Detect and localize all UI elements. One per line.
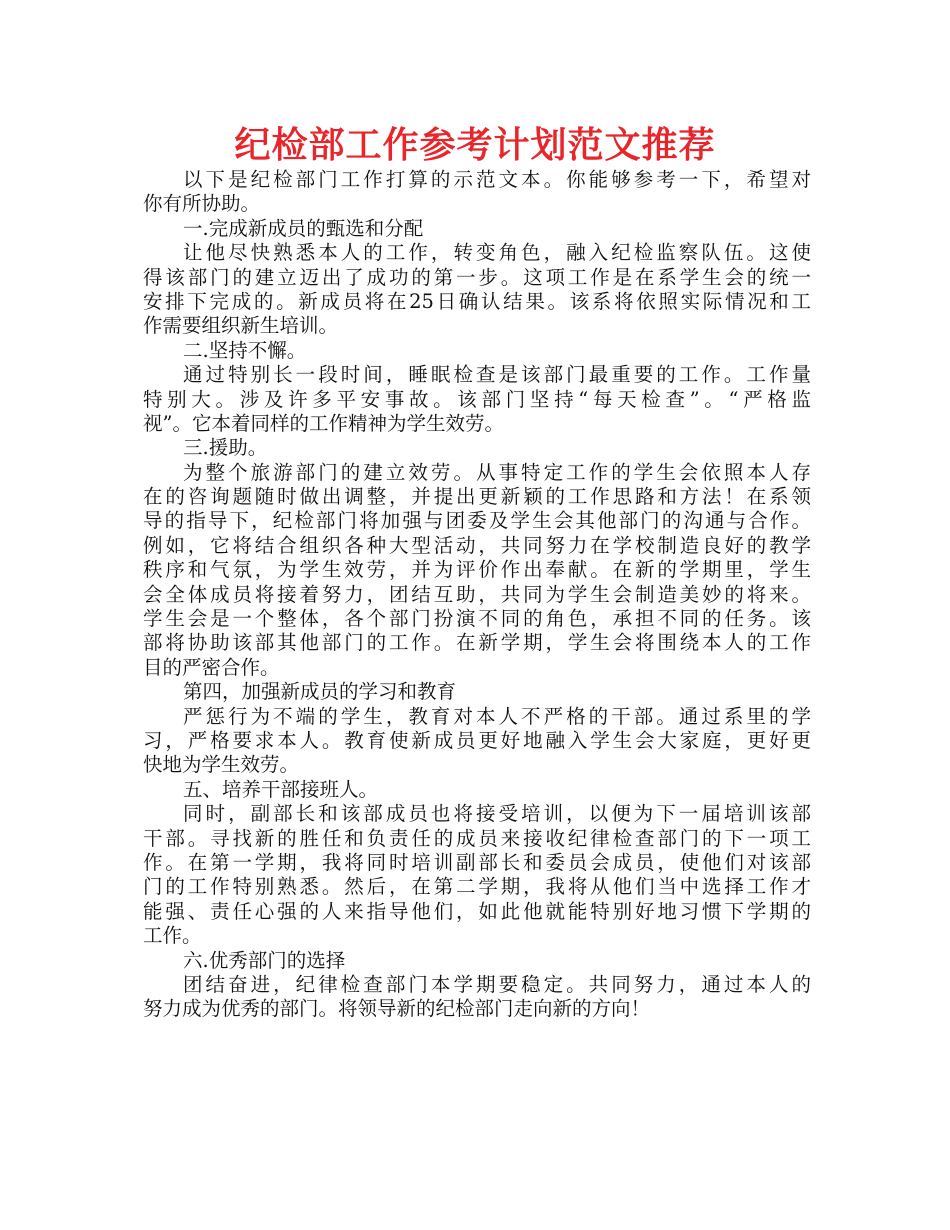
page-title: 纪检部工作参考计划范文推荐 xyxy=(234,125,716,166)
section-heading: 六.优秀部门的选择 xyxy=(183,948,346,972)
text-line: 学生会是一个整体，各个部门扮演不同的角色，承担不同的任务。该 xyxy=(143,607,811,631)
text-line: 工作。 xyxy=(143,924,202,948)
text-line: 视”。它本着同样的工作精神为学生效劳。 xyxy=(143,411,504,435)
text-line: 快地为学生效劳。 xyxy=(143,753,300,777)
text-line: 能强、责任心强的人来指导他们，如此他就能特别好地习惯下学期的 xyxy=(143,899,811,923)
text-line: 干部。寻找新的胜任和负责任的成员来接收纪律检查部门的下一项工 xyxy=(143,826,811,850)
section-heading: 第四，加强新成员的学习和教育 xyxy=(183,680,457,704)
text-line: 努力成为优秀的部门。将领导新的纪检部门走向新的方向！ xyxy=(143,997,651,1021)
text-line: 让他尽快熟悉本人的工作，转变角色，融入纪检监察队伍。这使 xyxy=(183,241,811,265)
section-heading: 五、培养干部接班人。 xyxy=(183,777,379,801)
section-heading: 一.完成新成员的甄选和分配 xyxy=(183,216,424,240)
text-line: 例如，它将结合组织各种大型活动，共同努力在学校制造良好的教学 xyxy=(143,533,811,557)
text-line: 安排下完成的。新成员将在25日确认结果。该系将依照实际情况和工 xyxy=(143,289,811,313)
text-line: 在的咨询题随时做出调整，并提出更新颖的工作思路和方法！在系领 xyxy=(143,485,811,509)
text-line: 为整个旅游部门的建立效劳。从事特定工作的学生会依照本人存 xyxy=(183,460,811,484)
section-heading: 二.坚持不懈。 xyxy=(183,338,307,362)
text-line: 通过特别长一段时间，睡眠检查是该部门最重要的工作。工作量 xyxy=(183,363,811,387)
text-line: 特别大。涉及许多平安事故。该部门坚持“每天检查”。“严格监 xyxy=(143,387,811,411)
text-line: 严惩行为不端的学生，教育对本人不严格的干部。通过系里的学 xyxy=(183,704,811,728)
text-line: 部将协助该部其他部门的工作。在新学期，学生会将围绕本人的工作 xyxy=(143,631,811,655)
text-line: 会全体成员将接着努力，团结互助，共同为学生会制造美妙的将来。 xyxy=(143,582,811,606)
text-line: 目的严密合作。 xyxy=(143,655,280,679)
text-line: 门的工作特别熟悉。然后，在第二学期，我将从他们当中选择工作才 xyxy=(143,875,811,899)
section-heading: 三.援助。 xyxy=(183,436,268,460)
text-line: 习，严格要求本人。教育使新成员更好地融入学生会大家庭，更好更 xyxy=(143,728,811,752)
document-body xyxy=(143,168,811,1022)
text-line: 作。在第一学期，我将同时培训副部长和委员会成员，使他们对该部 xyxy=(143,850,811,874)
text-line: 以下是纪检部门工作打算的示范文本。你能够参考一下，希望对 xyxy=(183,168,811,191)
text-line: 得该部门的建立迈出了成功的第一步。这项工作是在系学生会的统一 xyxy=(143,265,811,289)
text-line: 作需要组织新生培训。 xyxy=(143,314,339,338)
text-line: 导的指导下，纪检部门将加强与团委及学生会其他部门的沟通与合作。 xyxy=(143,509,811,533)
text-line: 你有所协助。 xyxy=(143,192,261,216)
text-line: 团结奋进，纪律检查部门本学期要稳定。共同努力，通过本人的 xyxy=(183,972,811,996)
text-line: 秩序和气氛，为学生效劳，并为评价作出奉献。在新的学期里，学生 xyxy=(143,558,811,582)
text-line: 同时，副部长和该部成员也将接受培训，以便为下一届培训该部 xyxy=(183,802,811,826)
